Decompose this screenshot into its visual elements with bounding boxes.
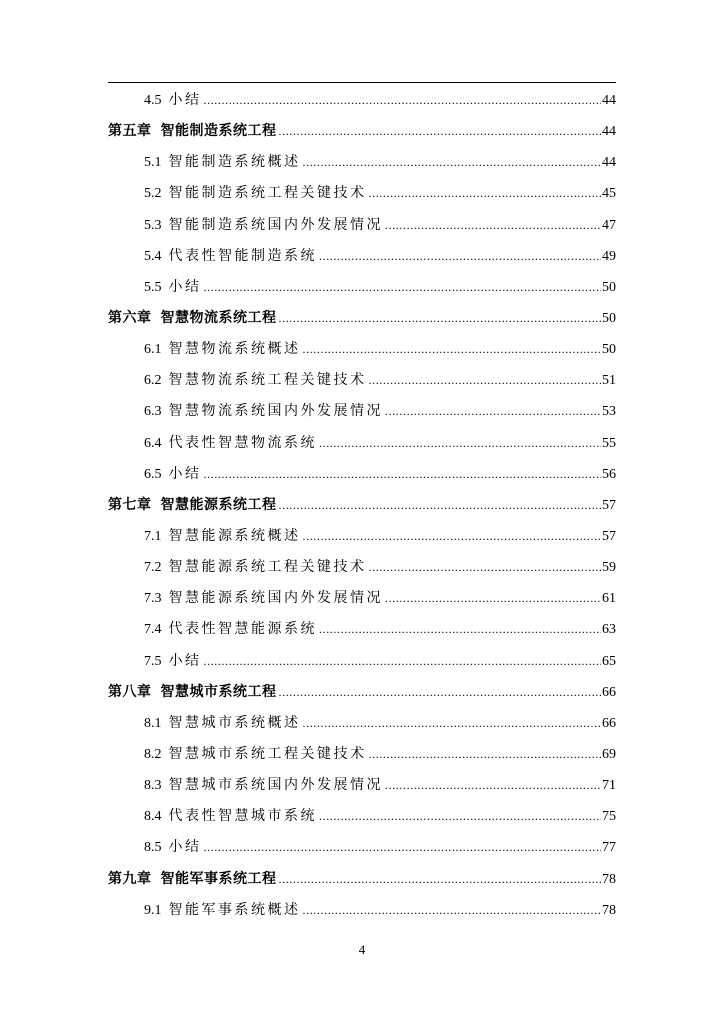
- toc-page-number: 44: [602, 124, 616, 140]
- dot-leader: [303, 147, 602, 178]
- toc-page-number: 51: [602, 373, 616, 389]
- dot-leader: [369, 739, 602, 770]
- toc-section-number: 6.5: [144, 466, 162, 482]
- dot-leader: [279, 490, 602, 521]
- toc-section-entry[interactable]: [108, 768, 616, 799]
- toc-entry-title: 代表性智慧城市系统: [168, 808, 317, 825]
- dot-leader: [279, 864, 602, 895]
- toc-page-number: 50: [602, 279, 616, 295]
- toc-entry-title: 智慧物流系统工程: [160, 309, 277, 326]
- toc-page-number: 65: [602, 653, 616, 669]
- toc-section-number: 6.1: [144, 342, 162, 358]
- toc-page-number: 45: [602, 186, 616, 202]
- toc-section-number: 7.1: [144, 528, 162, 544]
- toc-page-number: 44: [602, 155, 616, 171]
- toc-page-number: 59: [602, 560, 616, 576]
- dot-leader: [204, 459, 602, 490]
- toc-section-entry[interactable]: [108, 457, 616, 488]
- dot-leader: [204, 272, 602, 303]
- toc-section-number: 5.5: [144, 279, 162, 295]
- toc-entry-title: 小结: [168, 839, 202, 856]
- toc-section-number: 9.1: [144, 902, 162, 918]
- toc-chapter-entry[interactable]: [108, 675, 616, 706]
- toc-section-entry[interactable]: [108, 799, 616, 830]
- toc-section-entry[interactable]: [108, 145, 616, 176]
- dot-leader: [204, 646, 602, 677]
- toc-entry-title: 小结: [168, 652, 202, 669]
- toc-chapter-number: 第五章: [108, 123, 152, 140]
- toc-page-number: 55: [602, 435, 616, 451]
- dot-leader: [204, 85, 602, 116]
- toc-page-number: 75: [602, 809, 616, 825]
- toc-chapter-number: 第六章: [108, 309, 152, 326]
- toc-page-number: 57: [602, 497, 616, 513]
- toc-section-entry[interactable]: [108, 426, 616, 457]
- toc-section-entry[interactable]: [108, 270, 616, 301]
- toc-page-number: 77: [602, 840, 616, 856]
- toc-chapter-number: 第七章: [108, 496, 152, 513]
- toc-entry-title: 智慧能源系统工程: [160, 496, 277, 513]
- dot-leader: [303, 521, 602, 552]
- toc-section-entry[interactable]: [108, 519, 616, 550]
- toc-section-number: 8.3: [144, 778, 162, 794]
- toc-chapter-number: 第八章: [108, 683, 152, 700]
- toc-page-number: 63: [602, 622, 616, 638]
- toc-section-number: 4.5: [144, 93, 162, 108]
- toc-entry-title: 智慧城市系统概述: [168, 714, 301, 731]
- toc-chapter-entry[interactable]: [108, 114, 616, 145]
- toc-section-entry[interactable]: [108, 706, 616, 737]
- toc-section-entry[interactable]: [108, 239, 616, 270]
- toc-section-entry[interactable]: [108, 208, 616, 239]
- toc-page-number: 57: [602, 528, 616, 544]
- dot-leader: [319, 428, 601, 459]
- toc-entry-title: 小结: [168, 92, 202, 108]
- toc-entry-title: 智能制造系统工程关键技术: [168, 185, 367, 202]
- toc-section-number: 7.2: [144, 560, 162, 576]
- toc-page-number: 78: [602, 902, 616, 918]
- dot-leader: [369, 552, 602, 583]
- toc-entry-title: 智慧城市系统工程关键技术: [168, 745, 367, 762]
- toc-entry-title: 智能军事系统工程: [160, 870, 277, 887]
- toc-section-number: 8.5: [144, 840, 162, 856]
- toc-page-number: 47: [602, 217, 616, 233]
- page-number: 4: [358, 942, 366, 957]
- toc-page-number: 66: [602, 715, 616, 731]
- toc-section-entry[interactable]: [108, 830, 616, 861]
- dot-leader: [385, 770, 601, 801]
- toc-page-number: 61: [602, 591, 616, 607]
- dot-leader: [204, 832, 602, 863]
- dot-leader: [303, 895, 602, 926]
- toc-section-number: 6.2: [144, 373, 162, 389]
- dot-leader: [279, 116, 602, 147]
- toc-section-entry[interactable]: [108, 550, 616, 581]
- toc-section-number: 5.4: [144, 248, 162, 264]
- toc-section-number: 5.2: [144, 186, 162, 202]
- toc-entry-title: 智能制造系统国内外发展情况: [168, 216, 383, 233]
- toc-entry-title: 代表性智能制造系统: [168, 247, 317, 264]
- toc-entry-title: 智能制造系统概述: [168, 154, 301, 171]
- dot-leader: [385, 583, 601, 614]
- toc-chapter-entry[interactable]: [108, 301, 616, 332]
- toc-entry-title: 智慧能源系统国内外发展情况: [168, 590, 383, 607]
- toc-section-entry[interactable]: [108, 644, 616, 675]
- dot-leader: [319, 801, 601, 832]
- toc-entry-title: 智能军事系统概述: [168, 901, 301, 918]
- toc-entry-title: 代表性智慧能源系统: [168, 621, 317, 638]
- toc-entry-title: 智慧城市系统工程: [160, 683, 277, 700]
- toc-chapter-number: 第九章: [108, 870, 152, 887]
- dot-leader: [279, 677, 602, 708]
- toc-entry-title: 智能制造系统工程: [160, 123, 277, 140]
- toc-page-number: 49: [602, 248, 616, 264]
- toc-entry-title: 智慧物流系统国内外发展情况: [168, 403, 383, 420]
- toc-page-number: 69: [602, 746, 616, 762]
- toc-entry-title: 小结: [168, 465, 202, 482]
- toc-section-number: 6.3: [144, 404, 162, 420]
- dot-leader: [319, 241, 601, 272]
- toc-page-number: 50: [602, 342, 616, 358]
- toc-entry-title: 智慧城市系统国内外发展情况: [168, 777, 383, 794]
- table-of-contents: [108, 83, 616, 924]
- toc-section-number: 7.4: [144, 622, 162, 638]
- toc-entry-title: 代表性智慧物流系统: [168, 434, 317, 451]
- toc-section-entry[interactable]: [108, 612, 616, 643]
- toc-entry-title: 智慧能源系统概述: [168, 527, 301, 544]
- toc-section-number: 7.3: [144, 591, 162, 607]
- toc-section-entry[interactable]: [108, 581, 616, 612]
- toc-section-number: 7.5: [144, 653, 162, 669]
- dot-leader: [303, 334, 602, 365]
- toc-section-number: 8.1: [144, 715, 162, 731]
- toc-entry-title: 智慧物流系统概述: [168, 341, 301, 358]
- dot-leader: [385, 210, 601, 241]
- toc-section-number: 5.3: [144, 217, 162, 233]
- toc-section-number: 8.4: [144, 809, 162, 825]
- toc-entry-title: 智慧物流系统工程关键技术: [168, 372, 367, 389]
- toc-page-number: 71: [602, 778, 616, 794]
- toc-page-number: 56: [602, 466, 616, 482]
- toc-section-number: 8.2: [144, 746, 162, 762]
- toc-section-entry[interactable]: [108, 83, 616, 114]
- toc-section-entry[interactable]: [108, 176, 616, 207]
- dot-leader: [369, 365, 602, 396]
- toc-section-number: 6.4: [144, 435, 162, 451]
- dot-leader: [279, 303, 602, 334]
- toc-section-entry[interactable]: [108, 893, 616, 924]
- toc-chapter-entry[interactable]: [108, 862, 616, 893]
- toc-page-number: 78: [602, 871, 616, 887]
- toc-entry-title: 智慧能源系统工程关键技术: [168, 559, 367, 576]
- dot-leader: [369, 178, 602, 209]
- toc-section-number: 5.1: [144, 155, 162, 171]
- toc-entry-title: 小结: [168, 278, 202, 295]
- toc-page-number: 66: [602, 684, 616, 700]
- toc-section-entry[interactable]: [108, 332, 616, 363]
- dot-leader: [385, 396, 601, 427]
- toc-chapter-entry[interactable]: [108, 488, 616, 519]
- toc-page-number: 44: [602, 93, 616, 108]
- toc-section-entry[interactable]: [108, 737, 616, 768]
- dot-leader: [319, 614, 601, 645]
- toc-page-number: 53: [602, 404, 616, 420]
- dot-leader: [303, 708, 602, 739]
- toc-section-entry[interactable]: [108, 363, 616, 394]
- toc-page-number: 50: [602, 310, 616, 326]
- toc-section-entry[interactable]: [108, 394, 616, 425]
